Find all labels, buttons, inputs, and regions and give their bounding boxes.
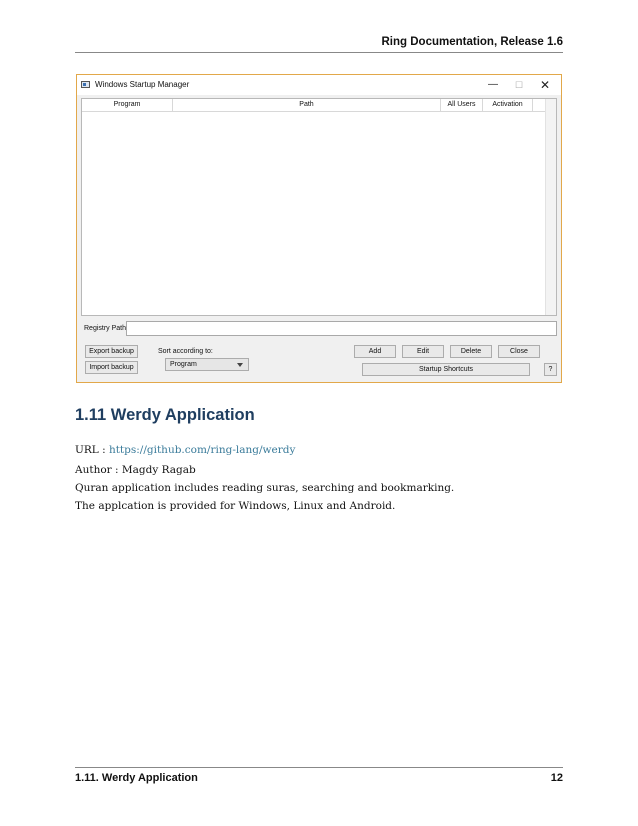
footer-rule <box>75 767 563 768</box>
maximize-button[interactable]: ☐ <box>514 80 524 90</box>
app-window-icon <box>81 81 90 88</box>
column-header-path[interactable]: Path <box>173 99 441 111</box>
table-scrollbar[interactable] <box>545 99 556 315</box>
startup-manager-screenshot <box>76 74 562 383</box>
footer-section-title: 1.11. Werdy Application <box>75 772 198 784</box>
add-button[interactable]: Add <box>354 345 396 358</box>
section-heading: 1.11 Werdy Application <box>75 406 255 424</box>
import-backup-button[interactable]: Import backup <box>85 361 138 374</box>
registry-path-label: Registry Path <box>84 325 127 332</box>
page-number: 12 <box>550 772 563 784</box>
close-window-button[interactable]: ✕ <box>539 78 551 92</box>
sort-select[interactable] <box>165 358 249 371</box>
project-link[interactable]: https://github.com/ring-lang/werdy <box>108 444 296 456</box>
description-line: Quran application includes reading suras, searching and bookmarking. <box>75 482 455 494</box>
platforms-line: The applcation is provided for Windows, Linux and Android. <box>75 500 396 512</box>
author-line: Author : Magdy Ragab <box>75 464 196 476</box>
table-header <box>82 99 556 112</box>
header-rule <box>75 52 563 53</box>
header-title: Ring Documentation, Release 1.6 <box>381 36 563 48</box>
url-line <box>75 444 295 456</box>
sort-selected-value: Program <box>170 361 197 368</box>
startup-shortcuts-button[interactable]: Startup Shortcuts <box>362 363 530 376</box>
column-header-all-users[interactable]: All Users <box>441 99 483 111</box>
column-header-activation[interactable]: Activation <box>483 99 533 111</box>
help-button[interactable]: ? <box>544 363 557 376</box>
close-button[interactable]: Close <box>498 345 540 358</box>
title-bar <box>77 75 561 95</box>
edit-button[interactable]: Edit <box>402 345 444 358</box>
sort-label: Sort according to: <box>158 348 213 355</box>
url-label: URL : <box>75 444 109 456</box>
chevron-down-icon <box>237 363 243 367</box>
column-header-program[interactable]: Program <box>82 99 173 111</box>
export-backup-button[interactable]: Export backup <box>85 345 138 358</box>
delete-button[interactable]: Delete <box>450 345 492 358</box>
startup-table[interactable] <box>81 98 557 316</box>
window-title: Windows Startup Manager <box>95 80 190 89</box>
minimize-button[interactable]: — <box>488 79 498 90</box>
registry-path-input[interactable] <box>126 321 557 336</box>
